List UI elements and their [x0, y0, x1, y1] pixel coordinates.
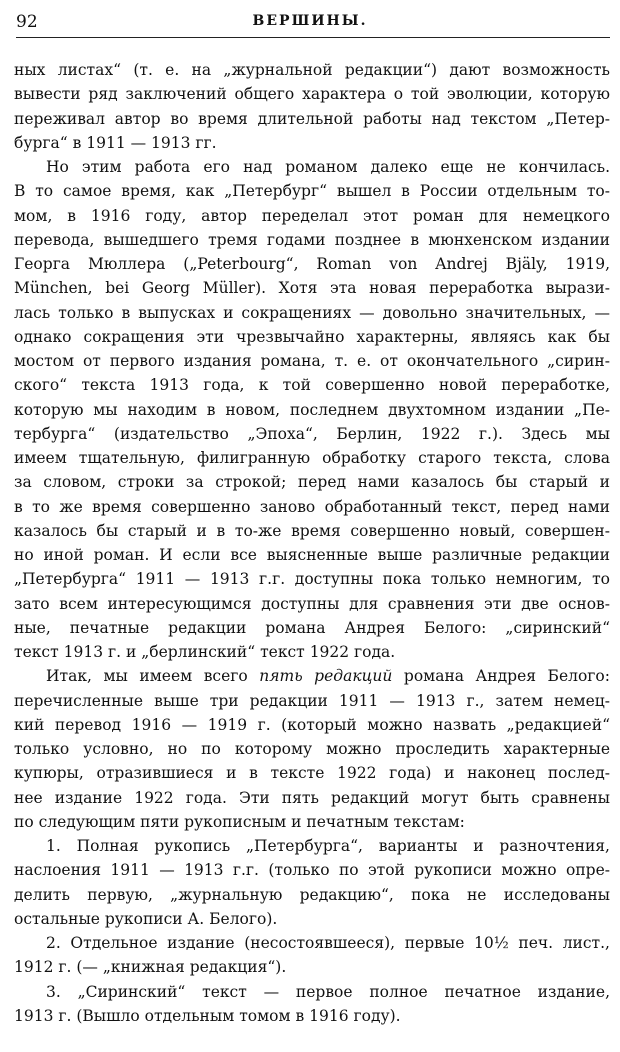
- text-line: однако сокращения эти чрезвычайно характерны, являясь как бы: [14, 327, 610, 346]
- header-rule: [16, 37, 610, 38]
- text-line: ных листах“ (т. е. на „журнальной редакции“) дают возможность: [14, 61, 610, 79]
- text-line: 1. Полная рукопись „Петербурга“, варианты и разночтения,: [46, 837, 610, 855]
- italic-emphasis: пять редакций: [259, 667, 393, 686]
- text-line: 3. „Сиринский“ текст — первое полное печатное издание,: [46, 982, 610, 1001]
- text-line: мостом от первого издания романа, т. е. от окончательного „сирин-: [14, 352, 610, 370]
- page-header: [16, 8, 604, 34]
- text-line: лась только в выпусках и сокращениях — довольно значительных, —: [14, 303, 610, 322]
- text-line: ные, печатные редакции романа Андрея Белого: „сиринский“: [14, 618, 610, 637]
- text-line: ского“ текста 1913 года, к той совершенно новой переработке,: [14, 376, 610, 395]
- text-line: Но этим работа его над романом далеко еще не кончилась.: [46, 158, 610, 176]
- text-line: Георга Мюллера („Peterbourg“, Roman von Andrej Bjäly, 1919,: [14, 255, 610, 273]
- text-line: 1913 г. (Вышло отдельным томом в 1916 году).: [14, 1006, 401, 1025]
- text-line: остальные рукописи А. Белого).: [14, 909, 278, 928]
- text-line: [14, 664, 610, 688]
- text-line: вывести ряд заключений общего характера о той эволюции, которую: [14, 85, 610, 104]
- text-line: мом, в 1916 году, автор переделал этот роман для немецкого: [14, 206, 610, 225]
- text-line: по следующим пяти рукописным и печатным текстам:: [14, 812, 465, 831]
- text-line: München, bei Georg Müller). Хотя эта новая переработка вырази-: [14, 279, 610, 298]
- text-fragment: романа Андрея Белого:: [403, 667, 610, 686]
- text-line: купюры, отразившиеся и в тексте 1922 года) и наконец послед-: [14, 764, 610, 783]
- text-line: имеем тщательную, филигранную обработку старого текста, слова: [14, 449, 610, 467]
- text-line: в то же время совершенно заново обработанный текст, перед нами: [14, 497, 610, 516]
- text-line: за словом, строки за строкой; перед нами казалось бы старый и: [14, 473, 610, 492]
- body-text: [14, 58, 610, 1028]
- text-line: перевода, вышедшего тремя годами позднее в мюнхенском издании: [14, 230, 610, 249]
- page-number: 92: [16, 12, 38, 32]
- running-title: ВЕРШИНЫ.: [252, 13, 368, 29]
- text-line: нее издание 1922 года. Эти пять редакций могут быть сравнены: [14, 788, 610, 807]
- text-line: зато всем интересующимся доступны для сравнения эти две основ-: [14, 594, 610, 613]
- text-line: переживал автор во время длительной работы над текстом „Петер-: [14, 109, 610, 128]
- text-line: текст 1913 г. и „берлинский“ текст 1922 года.: [14, 643, 396, 661]
- text-line: только условно, но по которому можно проследить характерные: [14, 740, 610, 758]
- text-fragment: Итак, мы имеем всего: [46, 667, 248, 686]
- text-line: тербурга“ (издательство „Эпоха“, Берлин, 1922 г.). Здесь мы: [14, 424, 610, 443]
- text-line: бурга“ в 1911 — 1913 гг.: [14, 133, 217, 152]
- text-line: кий перевод 1916 — 1919 г. (который можно назвать „редакцией“: [14, 715, 610, 734]
- text-line: которую мы находим в новом, последнем двухтомном издании „Пе-: [14, 400, 610, 419]
- text-line: казалось бы старый и в то-же время совершенно новый, совершен-: [14, 521, 610, 540]
- text-line: В то самое время, как „Петербург“ вышел в России отдельным то-: [14, 182, 610, 201]
- text-line: 2. Отдельное издание (несостоявшееся), первые 10½ печ. лист.,: [46, 934, 610, 952]
- text-line: но иной роман. И если все выясненные выше различные редакции: [14, 546, 610, 564]
- text-line: перечисленные выше три редакции 1911 — 1913 г., затем немец-: [14, 691, 610, 710]
- text-line: делить первую, „журнальную редакцию“, пока не исследованы: [14, 885, 610, 904]
- text-line: 1912 г. (— „книжная редакция“).: [14, 958, 287, 977]
- text-line: „Петербурга“ 1911 — 1913 г.г. доступны пока только немногим, то: [14, 570, 610, 589]
- text-line: наслоения 1911 — 1913 г.г. (только по этой рукописи можно опре-: [14, 861, 610, 880]
